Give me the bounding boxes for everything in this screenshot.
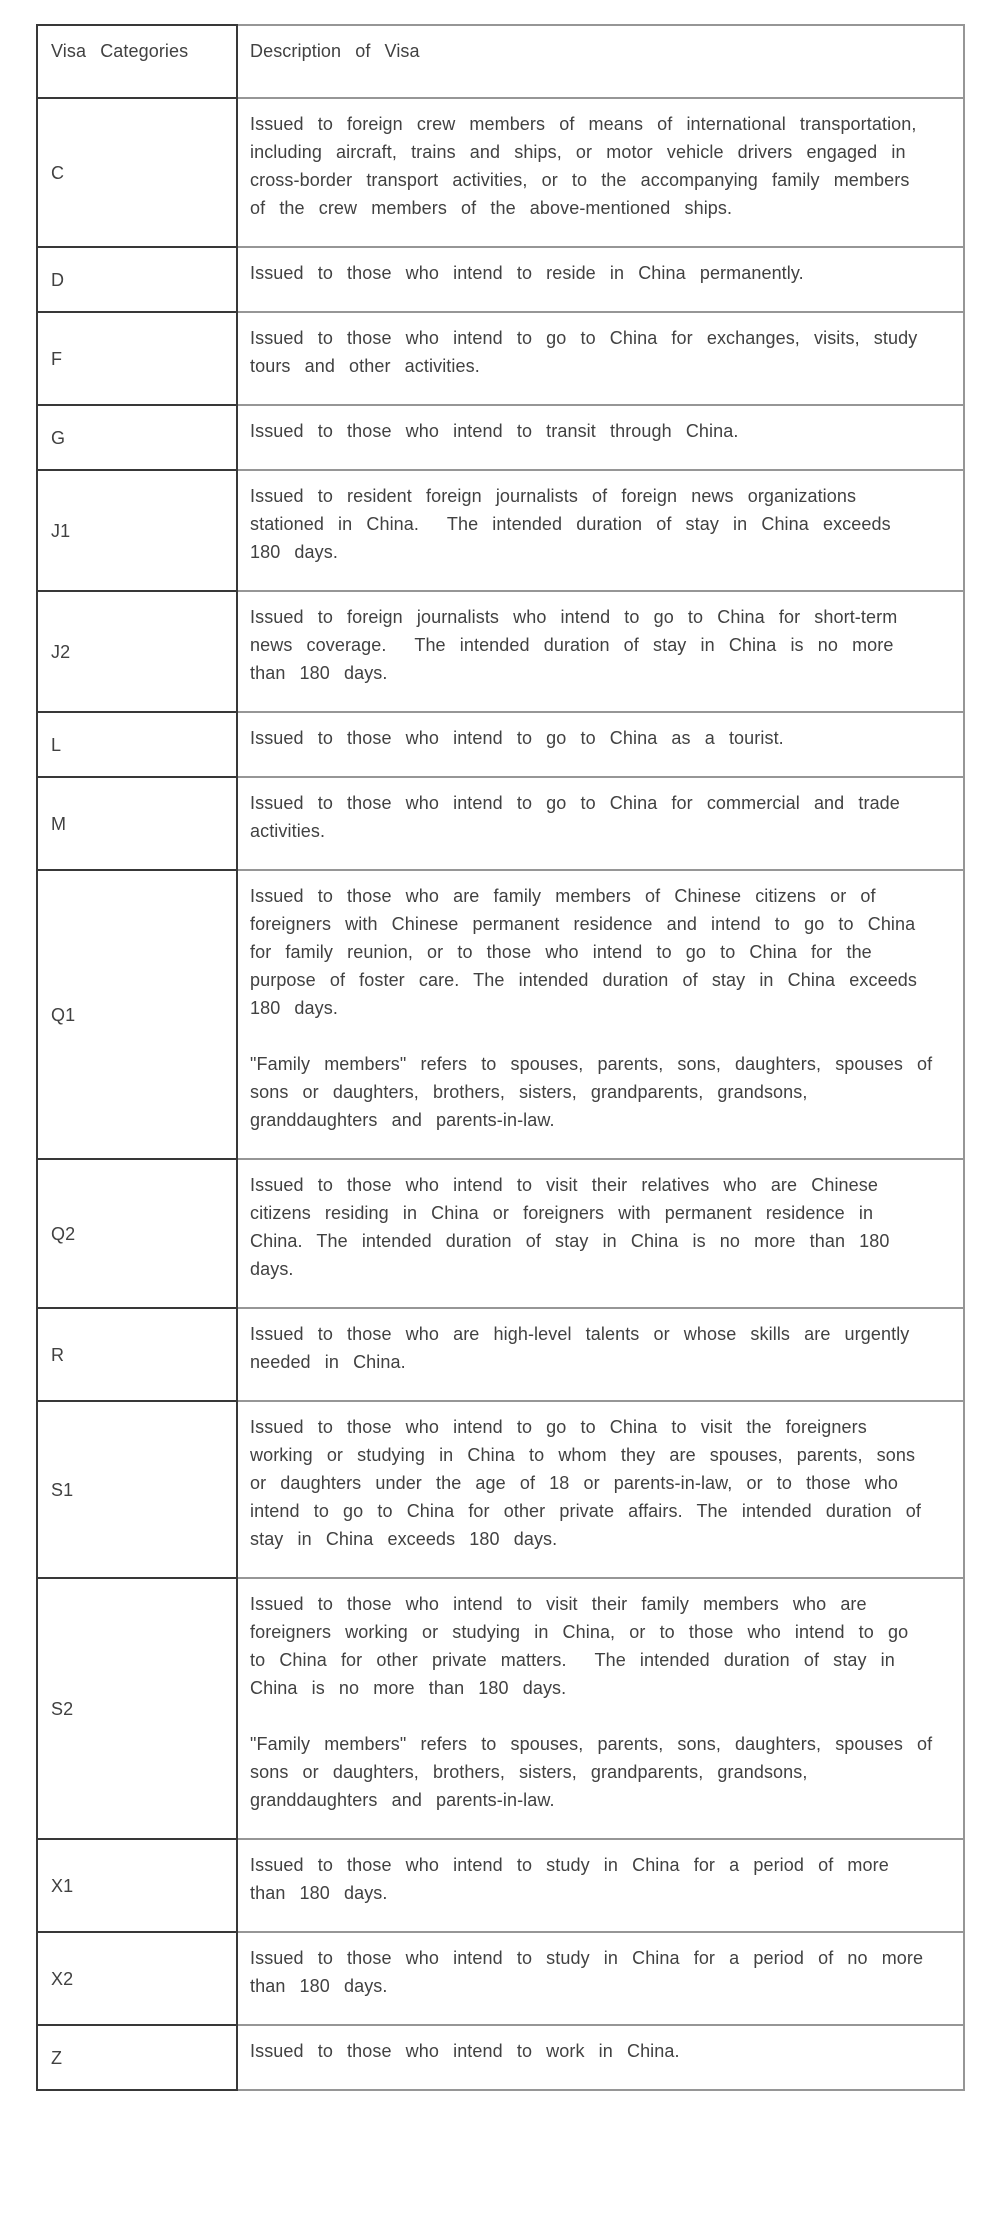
description-paragraph: Issued to those who intend to go to China as a tourist. <box>250 728 784 748</box>
description-paragraph: Issued to those who intend to go to China to visit the foreigners working or studying in China to whom they are spouses, parents, sons or daughters under the age of 18 or parents-in-law, or to those who intend to go to China for other private affairs. The intended duration of stay in China exceeds 180 days. <box>250 1417 936 1549</box>
table-row <box>37 98 964 247</box>
description-paragraph: Issued to those who intend to go to China for commercial and trade activities. <box>250 793 915 841</box>
description-paragraph: Issued to those who intend to go to China for exchanges, visits, study tours and other activities. <box>250 328 932 376</box>
visa-categories-table <box>36 24 965 2091</box>
visa-category-cell: G <box>37 405 237 470</box>
table-row <box>37 1159 964 1308</box>
table-row <box>37 1839 964 1932</box>
visa-category-cell: S1 <box>37 1401 237 1578</box>
table-row <box>37 712 964 777</box>
table-row <box>37 1932 964 2025</box>
description-paragraph: Issued to foreign crew members of means of international transportation, including aircraft, trains and ships, or motor vehicle drivers engaged in cross-border transport activities, or to the accompanying family members of the crew members of the above-mentioned ships. <box>250 114 931 218</box>
description-paragraph: Issued to resident foreign journalists of foreign news organizations stationed in China. The intended duration of stay in China exceeds 180 days. <box>250 486 905 562</box>
table-body <box>37 98 964 2090</box>
visa-description-cell <box>237 312 964 405</box>
table-row <box>37 777 964 870</box>
visa-category-cell: C <box>37 98 237 247</box>
header-row <box>37 25 964 98</box>
table-row <box>37 1308 964 1401</box>
table-row <box>37 405 964 470</box>
visa-description-cell <box>237 1839 964 1932</box>
visa-description-cell <box>237 470 964 591</box>
visa-description-cell <box>237 1159 964 1308</box>
table-row <box>37 591 964 712</box>
visa-description-cell <box>237 247 964 312</box>
table-row <box>37 2025 964 2090</box>
visa-category-cell: L <box>37 712 237 777</box>
description-paragraph: Issued to those who are family members of Chinese citizens or of foreigners with Chinese permanent residence and intend to go to China for family reunion, or to those who intend to go to China for the purpose of foster care. The intended duration of stay in China exceeds 180 days. <box>250 886 932 1018</box>
visa-category-cell: Q2 <box>37 1159 237 1308</box>
visa-category-cell: S2 <box>37 1578 237 1839</box>
table-row <box>37 870 964 1159</box>
visa-category-cell: Q1 <box>37 870 237 1159</box>
description-paragraph: Issued to those who intend to visit their family members who are foreigners working or studying in China, or to those who intend to go to China for other private matters. The intended duration of stay in China is no more than 180 days. <box>250 1594 923 1698</box>
visa-description-cell <box>237 591 964 712</box>
visa-category-cell: R <box>37 1308 237 1401</box>
visa-description-cell <box>237 777 964 870</box>
visa-description-cell <box>237 1932 964 2025</box>
description-paragraph: Issued to those who intend to transit through China. <box>250 421 739 441</box>
description-paragraph: "Family members" refers to spouses, parents, sons, daughters, spouses of sons or daughters, brothers, sisters, grandparents, grandsons, granddaughters and parents-in-law. <box>250 1054 947 1130</box>
visa-category-cell: D <box>37 247 237 312</box>
description-paragraph: Issued to those who intend to visit their relatives who are Chinese citizens residing in China or foreigners with permanent residence in China. The intended duration of stay in China is no more than 180 days. <box>250 1175 904 1279</box>
visa-category-cell: M <box>37 777 237 870</box>
visa-category-cell: F <box>37 312 237 405</box>
table-row <box>37 312 964 405</box>
visa-description-cell <box>237 1578 964 1839</box>
table-row <box>37 247 964 312</box>
table-row <box>37 1401 964 1578</box>
header-visa-categories: Visa Categories <box>37 25 237 98</box>
description-paragraph: Issued to those who intend to study in China for a period of more than 180 days. <box>250 1855 903 1903</box>
description-paragraph: "Family members" refers to spouses, parents, sons, daughters, spouses of sons or daughters, brothers, sisters, grandparents, grandsons, granddaughters and parents-in-law. <box>250 1734 947 1810</box>
description-paragraph: Issued to those who are high-level talents or whose skills are urgently needed in China. <box>250 1324 924 1372</box>
description-paragraph: Issued to foreign journalists who intend to go to China for short-term news coverage. The intended duration of stay in China is no more than 180 days. <box>250 607 912 683</box>
visa-description-cell <box>237 405 964 470</box>
description-paragraph: Issued to those who intend to work in China. <box>250 2041 680 2061</box>
visa-category-cell: X2 <box>37 1932 237 2025</box>
description-paragraph: Issued to those who intend to study in China for a period of no more than 180 days. <box>250 1948 938 1996</box>
visa-description-cell <box>237 1401 964 1578</box>
description-paragraph: Issued to those who intend to reside in China permanently. <box>250 263 804 283</box>
visa-description-cell <box>237 1308 964 1401</box>
visa-description-cell <box>237 2025 964 2090</box>
visa-description-cell <box>237 712 964 777</box>
table-row <box>37 470 964 591</box>
table-row <box>37 1578 964 1839</box>
visa-description-cell <box>237 98 964 247</box>
visa-description-cell <box>237 870 964 1159</box>
header-description-of-visa: Description of Visa <box>237 25 964 98</box>
visa-category-cell: J1 <box>37 470 237 591</box>
visa-category-cell: X1 <box>37 1839 237 1932</box>
visa-category-cell: Z <box>37 2025 237 2090</box>
visa-category-cell: J2 <box>37 591 237 712</box>
